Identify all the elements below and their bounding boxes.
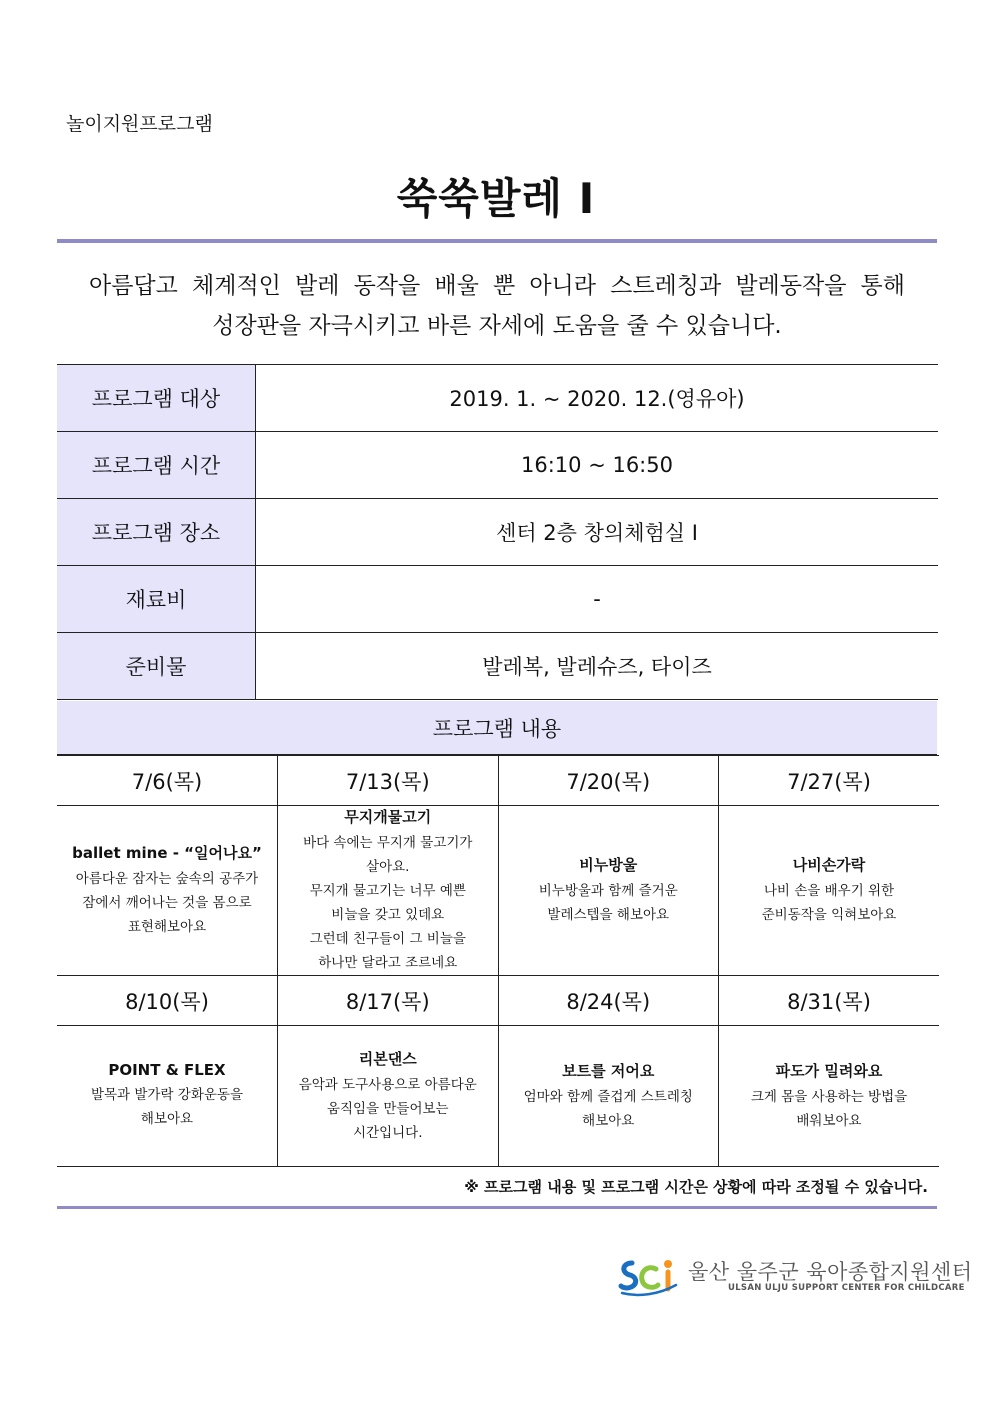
activity-title: ballet mine - “일어나요” xyxy=(72,844,262,862)
activity-desc-line: 살아요. xyxy=(366,859,410,875)
info-row-target xyxy=(57,365,938,432)
activity-desc-line: 엄마와 함께 즐겁게 스트레칭 xyxy=(523,1088,693,1105)
activity-desc-line: 해보아요 xyxy=(582,1112,635,1129)
info-row-time xyxy=(57,432,938,499)
schedule-date-row xyxy=(57,976,939,1026)
activity-desc-line: 잠에서 깨어나는 것을 몸으로 xyxy=(82,895,252,911)
schedule-activity xyxy=(57,806,278,976)
activity-desc-line: 비누방울과 함께 즐거운 xyxy=(538,883,678,899)
info-value: 16:10 ~ 16:50 xyxy=(256,432,939,499)
activity-desc-line: 해보아요 xyxy=(140,1111,194,1127)
activity-desc-line: 배워보아요 xyxy=(796,1112,862,1129)
activity-desc-line: 하나만 달라고 조르네요 xyxy=(318,955,458,971)
page-title: 쑥쑥발레 I xyxy=(396,174,596,223)
schedule-activity-row xyxy=(57,806,939,976)
footnote: ※ 프로그램 내용 및 프로그램 시간은 상황에 따라 조정될 수 있습니다. xyxy=(464,1178,928,1196)
schedule-date: 8/10(목) xyxy=(57,976,278,1026)
activity-desc-line: 준비동작을 익혀보아요 xyxy=(761,907,897,923)
info-value: 2019. 1. ~ 2020. 12.(영유아) xyxy=(256,365,939,432)
info-row-supplies xyxy=(57,633,938,700)
schedule-date: 8/24(목) xyxy=(498,976,719,1026)
schedule-date: 7/6(목) xyxy=(57,756,278,806)
center-logo xyxy=(618,1255,973,1297)
info-row-fee xyxy=(57,566,938,633)
schedule-activity xyxy=(278,806,499,976)
intro-line-1: 아름답고 체계적인 발레 동작을 배울 뿐 아니라 스트레칭과 발레동작을 통해 xyxy=(89,273,905,299)
bottom-divider xyxy=(57,1206,937,1209)
category-label: 놀이지원프로그램 xyxy=(66,113,213,135)
schedule-activity xyxy=(278,1026,499,1167)
activity-desc-line: 발레스텝을 해보아요 xyxy=(547,907,670,923)
title-divider xyxy=(57,239,937,243)
activity-desc-line: 표현해보아요 xyxy=(127,919,207,935)
sci-logo-icon xyxy=(618,1255,680,1297)
schedule-activity xyxy=(498,806,719,976)
activity-title: 파도가 밀려와요 xyxy=(775,1061,883,1080)
activity-title: 비누방울 xyxy=(579,856,638,874)
schedule-date: 8/31(목) xyxy=(719,976,940,1026)
activity-desc-line: 나비 손을 배우기 위한 xyxy=(763,883,895,899)
info-label: 프로그램 장소 xyxy=(57,499,256,566)
schedule-date-row xyxy=(57,756,939,806)
activity-desc-line: 크게 몸을 사용하는 방법을 xyxy=(750,1088,908,1105)
info-label: 프로그램 시간 xyxy=(57,432,256,499)
schedule-date: 7/13(목) xyxy=(278,756,499,806)
activity-desc-line: 발목과 발가락 강화운동을 xyxy=(90,1087,244,1103)
activity-desc-line: 시간입니다. xyxy=(353,1124,423,1141)
info-value: 발레복, 발레슈즈, 타이즈 xyxy=(256,633,939,700)
activity-desc-line: 음악과 도구사용으로 아름다운 xyxy=(298,1076,477,1093)
schedule-activity xyxy=(719,1026,940,1167)
logo-name-korean: 울산 울주군 육아종합지원센터 xyxy=(688,1260,973,1284)
program-content-header: 프로그램 내용 xyxy=(57,701,937,755)
activity-desc-line: 비늘을 갖고 있데요 xyxy=(331,907,445,923)
info-label: 재료비 xyxy=(57,566,256,633)
info-value: - xyxy=(256,566,939,633)
info-label: 프로그램 대상 xyxy=(57,365,256,432)
activity-desc-line: 무지개 물고기는 너무 예쁜 xyxy=(309,883,466,899)
schedule-date: 8/17(목) xyxy=(278,976,499,1026)
logo-name-english: ULSAN ULJU SUPPORT CENTER FOR CHILDCARE xyxy=(728,1283,965,1293)
activity-desc-line: 그런데 친구들이 그 비늘을 xyxy=(309,931,466,947)
activity-title: 보트를 저어요 xyxy=(562,1061,655,1080)
intro-text xyxy=(57,266,937,346)
intro-line-2: 성장판을 자극시키고 바른 자세에 도움을 줄 수 있습니다. xyxy=(212,313,782,339)
schedule-activity xyxy=(57,1026,278,1167)
activity-title: POINT & FLEX xyxy=(108,1061,226,1079)
schedule-date: 7/20(목) xyxy=(498,756,719,806)
info-value: 센터 2층 창의체험실 I xyxy=(256,499,939,566)
activity-title: 무지개물고기 xyxy=(344,808,432,826)
info-row-place xyxy=(57,499,938,566)
program-info-table xyxy=(57,364,938,700)
schedule-activity-row xyxy=(57,1026,939,1167)
activity-desc-line: 움직임을 만들어보는 xyxy=(326,1100,449,1117)
schedule-activity xyxy=(719,806,940,976)
activity-title: 나비손가락 xyxy=(792,856,866,874)
activity-title: 리본댄스 xyxy=(358,1049,417,1068)
schedule-table xyxy=(57,755,939,1167)
schedule-date: 7/27(목) xyxy=(719,756,940,806)
info-label: 준비물 xyxy=(57,633,256,700)
activity-desc-line: 바다 속에는 무지개 물고기가 xyxy=(303,835,473,851)
schedule-activity xyxy=(498,1026,719,1167)
activity-desc-line: 아름다운 잠자는 숲속의 공주가 xyxy=(75,871,259,887)
